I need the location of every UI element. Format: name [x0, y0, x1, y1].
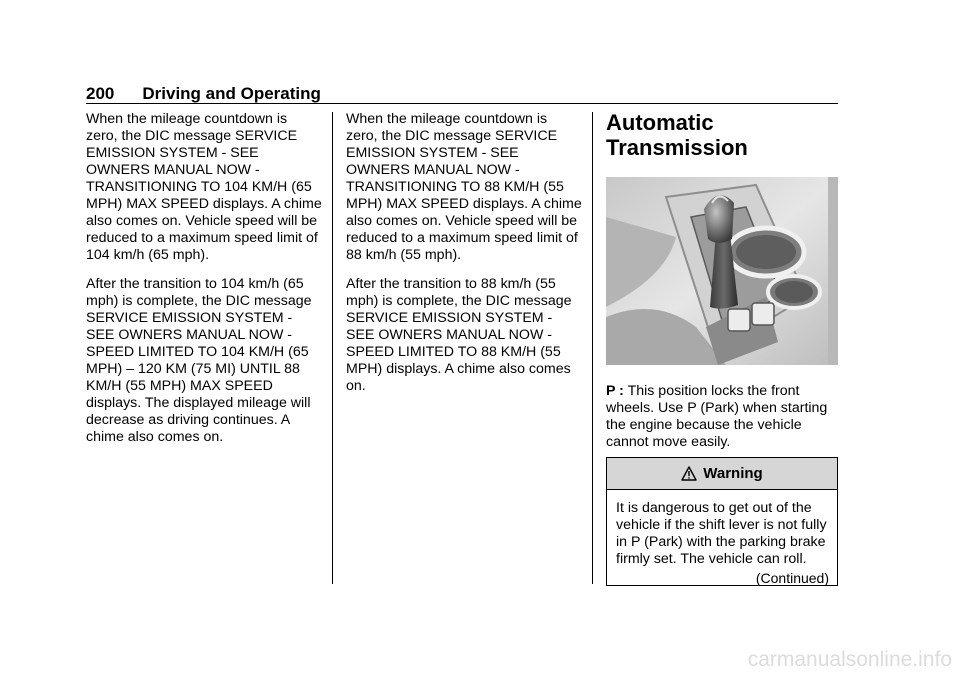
warning-title: Warning	[703, 465, 763, 482]
column-2	[346, 111, 582, 407]
column-divider-1	[332, 112, 333, 584]
park-text: This position locks the front wheels. Use P (Park) when starting the engine because the vehicle cannot move easily.	[606, 383, 828, 450]
heading-line-2: Transmission	[606, 135, 748, 160]
warning-header	[607, 458, 837, 490]
page-header	[86, 84, 321, 104]
park-label: P :	[606, 383, 624, 399]
page-number: 200	[86, 84, 115, 103]
header-rule	[86, 103, 838, 104]
warning-body	[607, 490, 837, 587]
section-heading	[606, 110, 748, 160]
shift-lever-photo	[606, 177, 838, 365]
continued-label: (Continued)	[755, 570, 829, 586]
col2-paragraph-1: When the mileage countdown is zero, the DIC message SERVICE EMISSION SYSTEM - SEE OWNERS MANUAL NOW - TRANSITIONING TO 88 KM/H (55 MPH) MAX SPEED displays. A chime also comes on. Vehicle speed will be reduced to a maximum speed limit of 88 km/h (55 mph).	[346, 111, 582, 263]
col1-paragraph-1: When the mileage countdown is zero, the DIC message SERVICE EMISSION SYSTEM - SEE OWNERS MANUAL NOW - TRANSITIONING TO 104 KM/H (65 MPH) MAX SPEED displays. A chime also comes on. Vehicle speed will be reduced to a maximum speed limit of 104 km/h (65 mph).	[86, 111, 322, 263]
heading-line-1: Automatic	[606, 110, 714, 135]
col1-paragraph-2: After the transition to 104 km/h (65 mph) is complete, the DIC message SERVICE EMISSION SYSTEM - SEE OWNERS MANUAL NOW - SPEED LIMITED TO 104 KM/H (65 MPH) – 120 KM (75 MI) UNTIL 88 KM/H (55 MPH) MAX SPEED displays. The displayed mileage will decrease as driving continues. A chime also comes on.	[86, 276, 312, 445]
section-title: Driving and Operating	[142, 84, 321, 103]
site-watermark: carmanualsonline.info	[747, 648, 952, 671]
warning-box	[606, 457, 838, 586]
park-position-description	[606, 383, 838, 451]
warning-text: It is dangerous to get out of the vehicle if the shift lever is not fully in P (Park) with the parking brake firmly set. The vehicle can roll.	[616, 500, 827, 567]
column-1	[86, 111, 322, 458]
warning-triangle-icon	[681, 466, 697, 481]
col2-paragraph-2: After the transition to 88 km/h (55 mph) is complete, the DIC message SERVICE EMISSION SYSTEM - SEE OWNERS MANUAL NOW - SPEED LIMITED TO 88 KM/H (55 MPH) displays. A chime also comes on.	[346, 276, 572, 394]
column-divider-2	[592, 112, 593, 584]
